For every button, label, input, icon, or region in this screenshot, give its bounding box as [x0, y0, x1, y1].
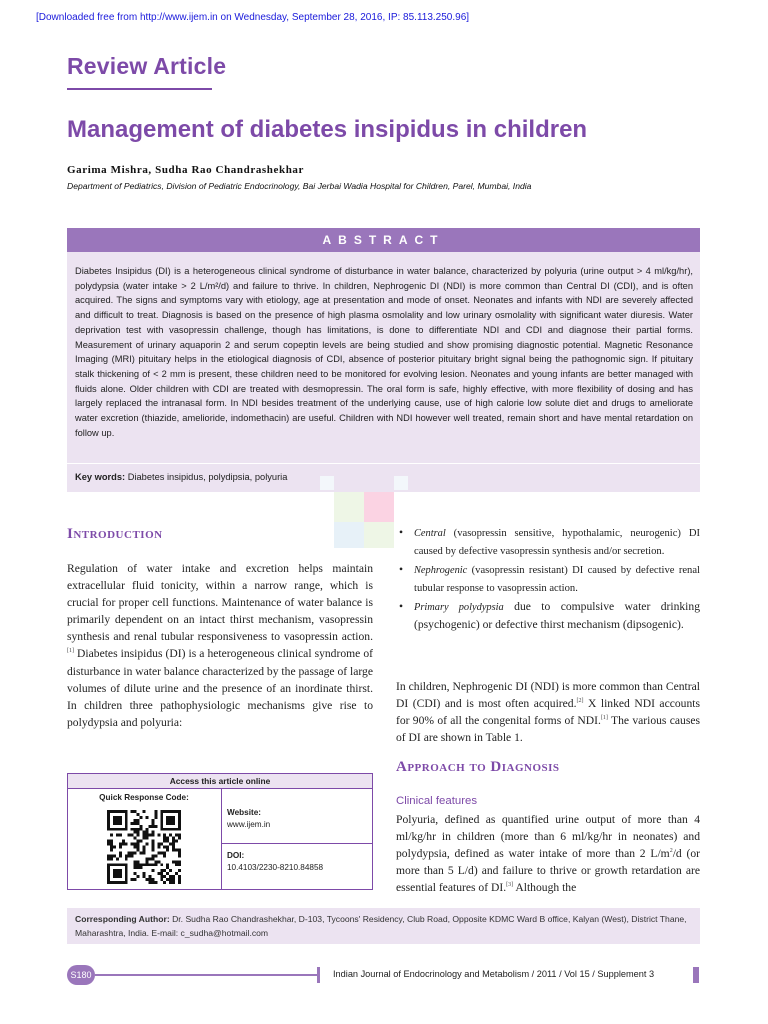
- list-term: Central: [414, 528, 446, 539]
- clinical-part-1: Polyuria, defined as quantified urine output of more than 4 ml/kg/hr in children (more than 6 ml/kg/hr in neonates) and polydypsia, defined as water intake of more than 2 L/: [396, 813, 700, 861]
- list-item: [396, 524, 700, 560]
- keywords: [75, 472, 287, 482]
- correspondence-text: [75, 913, 695, 940]
- introduction-text: [67, 560, 373, 731]
- list-text: due to compulsive water drinking (psychogenic) or defective thirst mechanism (dipsogenic).: [414, 600, 700, 632]
- page-number-badge: S180: [67, 965, 95, 985]
- approach-heading: Approach to Diagnosis: [396, 759, 560, 775]
- doi-link[interactable]: 10.4103/2230-8210.84858: [227, 863, 324, 872]
- abstract-heading: ABSTRACT: [67, 228, 700, 252]
- clinical-part-2: m: [660, 847, 670, 861]
- citation[interactable]: [1]: [600, 715, 608, 722]
- download-banner: [Downloaded free from http://www.ijem.in on Wednesday, September 28, 2016, IP: 85.113.250.96]: [36, 12, 470, 23]
- qr-label: Quick Response Code:: [99, 793, 189, 802]
- ndi-sentence-a: In children, Nephrogenic DI (NDI) is more common than Central DI (CDI) and is most often acquired.: [396, 680, 700, 711]
- list-item: [396, 598, 700, 633]
- authors: Garima Mishra, Sudha Rao Chandrashekhar: [67, 164, 305, 176]
- bullet-icon: •: [399, 563, 404, 577]
- abstract-text: Diabetes Insipidus (DI) is a heterogeneous clinical syndrome of disturbance in water balance, characterized by polyuria (urine output > 4 ml/kg/hr), polydypsia (water intake > 2 L/m²/d) and failure to thrive. In children, Nephrogenic DI (NDI) is more common than Central DI (CDI), and is often acquired. The signs and symptoms vary with etiology, age at presentation and mode of onset. Neonates and infants with NDI are severely affected and difficult to treat. Diagnosis is based on the presence of high plasma osmolality and low urinary osmolality with significant water diuresis. Water deprivation test with vasopressin challenge, though has limitations, is done to differentiate NDI and CDI and diagnose their partial forms. Measurement of urinary aquaporin 2 and serum copeptin levels are being studied and show promising diagnostic potential. Magnetic Resonance Imaging (MRI) pituitary helps in the etiological diagnosis of CDI, absence of posterior pituitary bright signal being the pathognomic sign. If pituitary stalk thickening of < 2 mm is present, these children need to be monitored for evolving lesion. Neonates and young infants are better managed with fluids alone. Older children with CDI are treated with desmopressin. The oral form is safe, highly effective, with more flexibility of dosing and has largely replaced the intranasal form. In NDI besides treatment of the underlying cause, use of high calorie low solute diet and drugs to ameliorate water excretion (thiazide, amelioride, indomethacin) are useful. Children with NDI however well treated, remain short and have mental retardation on follow up.: [75, 266, 693, 438]
- introduction-heading: Introduction: [67, 526, 163, 542]
- bullet-icon: •: [399, 526, 404, 539]
- keywords-divider: [67, 463, 700, 464]
- access-column-divider: [221, 788, 222, 889]
- website-link[interactable]: www.ijem.in: [227, 820, 271, 829]
- citation[interactable]: [2]: [576, 698, 584, 705]
- doi-label: DOI:: [227, 851, 245, 860]
- ndi-sentence-c: The various causes of DI are shown in Table 1.: [396, 714, 700, 745]
- access-heading: Access this article online: [68, 774, 372, 788]
- clinical-features-text: [396, 811, 700, 896]
- website-label: Website:: [227, 808, 261, 817]
- footer-tick: [317, 967, 320, 983]
- list-text: (vasopressin sensitive, hypothalamic, neurogenic) DI caused by defective vasopressin synthesis and/or secretion.: [414, 528, 700, 558]
- clinical-part-3: /d (or more than 5 L/d) and failure to thrive or growth retardation are essential features of DI.: [396, 847, 701, 895]
- superscript: 2: [669, 848, 673, 855]
- page-title: Management of diabetes insipidus in children: [67, 116, 588, 143]
- citation[interactable]: [1]: [67, 648, 74, 655]
- intro-sentence-1: Regulation of water intake and excretion helps maintain extracellular fluid tonicity, within a narrow range, which is crucial for proper cell functions. Maintenance of water balance is primarily dependent on an intact thirst mechanism, vasopressin synthesis and renal tubular responsiveness to vasopressin action.: [67, 562, 373, 644]
- keywords-label: Key words:: [75, 472, 126, 482]
- correspondence-details: Dr. Sudha Rao Chandrashekhar, D-103, Tycoons' Residency, Club Road, Opposite KDMC Ward B office, Kalyan (West), District Thane, Maharashtra, India. E-mail: c_sudha@hotmail.com: [75, 914, 687, 938]
- clinical-features-heading: Clinical features: [396, 795, 478, 807]
- list-term: Primary polydypsia: [414, 602, 504, 614]
- bullet-icon: •: [399, 600, 404, 614]
- footer-rule: [95, 974, 317, 976]
- intro-sentence-2: Diabetes insipidus (DI) is a heterogeneous clinical syndrome of disturbance in water balance characterized by the passage of large volumes of dilute urine and the presence of an inordinate thirst. In children three pathophysiologic mechanisms give rise to polydypsia and polyuria:: [67, 647, 373, 729]
- list-term: Nephrogenic: [414, 565, 468, 577]
- clinical-part-4: Although the: [513, 881, 577, 895]
- ndi-paragraph: [396, 678, 700, 746]
- list-text: (vasopressin resistant) DI caused by defective renal tubular response to vasopressin action.: [414, 565, 700, 595]
- correspondence-label: Corresponding Author:: [75, 914, 170, 924]
- article-type: Review Article: [67, 53, 227, 79]
- journal-info: Indian Journal of Endocrinology and Metabolism / 2011 / Vol 15 / Supplement 3: [333, 969, 655, 979]
- qr-code-icon[interactable]: [107, 810, 181, 884]
- access-divider: [67, 788, 373, 789]
- affiliation: Department of Pediatrics, Division of Pediatric Endocrinology, Bai Jerbai Wadia Hospital for Children, Parel, Mumbai, India: [67, 181, 532, 191]
- access-divider: [221, 843, 373, 844]
- citation[interactable]: [3]: [506, 882, 514, 889]
- list-item: [396, 561, 700, 597]
- ndi-sentence-b: X linked NDI accounts for 90% of all the congenital forms of NDI.: [396, 697, 700, 728]
- article-type-underline: [67, 88, 212, 90]
- keywords-list: Diabetes insipidus, polydipsia, polyuria: [127, 472, 288, 482]
- footer-tick: [693, 967, 699, 983]
- mechanism-list: [396, 524, 700, 635]
